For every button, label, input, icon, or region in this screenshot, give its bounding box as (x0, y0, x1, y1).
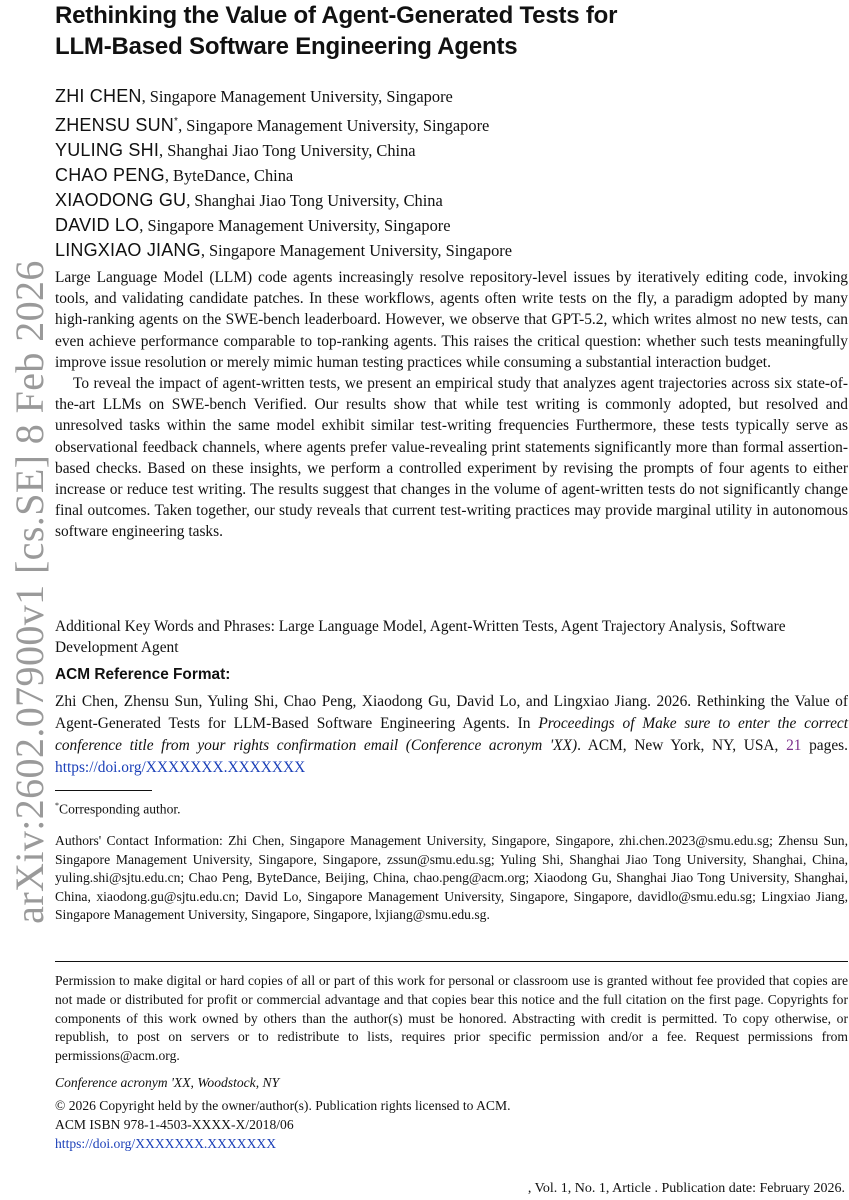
author-affiliation: , Singapore Management University, Singapore (139, 216, 451, 235)
isbn: ACM ISBN 978-1-4503-XXXX-X/2018/06 (55, 1117, 294, 1132)
author-affiliation: , ByteDance, China (164, 166, 294, 185)
author-affiliation: , Singapore Management University, Singapore (141, 87, 453, 106)
reference-doi-link[interactable]: https://doi.org/XXXXXXX.XXXXXXX (55, 759, 306, 776)
author-name: ZHI CHEN (55, 86, 142, 106)
author-line (55, 238, 848, 263)
author-affiliation: , Shanghai Jiao Tong University, China (186, 191, 443, 210)
author-line (55, 138, 848, 163)
title-line-1: Rethinking the Value of Agent-Generated Tests for (55, 2, 618, 29)
author-line (55, 163, 848, 188)
copyright-notice: © 2026 Copyright held by the owner/author(s). Publication rights licensed to ACM. (55, 1098, 511, 1113)
conference-name: Conference acronym 'XX, Woodstock, NY (55, 1075, 280, 1090)
page-footer: , Vol. 1, No. 1, Article . Publication date: February 2026. (527, 1181, 845, 1196)
author-name: ZHENSU SUN* (55, 115, 179, 135)
corresponding-author-footnote: *Corresponding author. (55, 801, 181, 817)
author-name: DAVID LO (55, 215, 140, 235)
author-name: LINGXIAO JIANG (55, 240, 201, 260)
author-line (55, 109, 848, 138)
authors-contact-information: Authors' Contact Information: Zhi Chen, Singapore Management University, Singapore, Singapore, zhi.chen.2023@smu.edu.sg; Zhensu Sun, Singapore Management University, Singapore, Singapore, zssun@smu.edu.sg; Yuling Shi, Shanghai Jiao Tong University, Shanghai, China, yuling.shi@sjtu.edu.cn; Chao Peng, ByteDance, Beijing, China, chao.peng@acm.org; Xiaodong Gu, Shanghai Jiao Tong University, Shanghai, China, xiaodong.gu@sjtu.edu.cn; David Lo, Singapore Management University, Singapore, Singapore, davidlo@smu.edu.sg; Lingxiao Jiang, Singapore Management University, Singapore, Singapore, lxjiang@smu.edu.sg. (55, 833, 848, 923)
author-line (55, 84, 848, 109)
publication-info (55, 1073, 848, 1153)
author-name: XIAODONG GU (55, 190, 187, 210)
author-list (55, 84, 848, 263)
footnote-divider (55, 790, 152, 791)
abstract-paragraph-2: To reveal the impact of agent-written tests, we present an empirical study that analyzes agent trajectories across six state-of-the-art LLMs on SWE-bench Verified. Our results show that while test writing is commonly adopted, but resolved and unresolved tasks within the same model exhibit similar test-writing frequencies Furthermore, these tests typically serve as observational feedback channels, where agents prefer value-revealing print statements significantly more than formal assertion-based checks. Based on these insights, we perform a controlled experiment by revising the prompts of four agents to either increase or reduce test writing. The results suggest that changes in the volume of agent-written tests do not significantly change final outcomes. Taken together, our study reveals that current test-writing practices may provide marginal utility in autonomous software engineering tasks. (55, 375, 848, 541)
abstract-paragraph-1: Large Language Model (LLM) code agents increasingly resolve repository-level issues by iteratively editing code, invoking tools, and validating candidate patches. In these workflows, agents often write tests on the fly, a paradigm adopted by many high-ranking agents on the SWE-bench leaderboard. However, we observe that GPT-5.2, which writes almost no new tests, can even achieve performance comparable to top-ranking agents. This raises the critical question: whether such tests meaningfully improve issue resolution or merely mimic human testing practices while consuming a substantial interaction budget. (55, 269, 848, 371)
author-line (55, 213, 848, 238)
corresponding-author-mark: * (174, 116, 179, 127)
reference-format-heading: ACM Reference Format: (55, 666, 231, 683)
author-affiliation: , Shanghai Jiao Tong University, China (159, 141, 416, 160)
author-name: YULING SHI (55, 140, 160, 160)
reference-format-text: Zhi Chen, Zhensu Sun, Yuling Shi, Chao Peng, Xiaodong Gu, David Lo, and Lingxiao Jiang. 2026. Rethinking the Value of Agent-Generated Tests for LLM-Based Software Engineering Agents. In Proceedings of Make sure to enter the correct conference title from your rights confirmation email (Conference acronym 'XX). ACM, New York, NY, USA, 21 pages. https://doi.org/XXXXXXX.XXXXXXX (55, 693, 849, 776)
abstract (55, 267, 848, 543)
author-affiliation: , Singapore Management University, Singapore (178, 116, 490, 135)
permission-notice: Permission to make digital or hard copies of all or part of this work for personal or classroom use is granted without fee provided that copies are not made or distributed for profit or commercial advantage and that copies bear this notice and the full citation on the first page. Copyrights for components of this work owned by others than the author(s) must be honored. Abstracting with credit is permitted. To copy otherwise, or republish, to post on servers or to redistribute to lists, requires prior specific permission and/or a fee. Request permissions from permissions@acm.org. (55, 973, 848, 1064)
author-name: CHAO PENG (55, 165, 165, 185)
title-line-2: LLM-Based Software Engineering Agents (55, 33, 518, 60)
keywords: Additional Key Words and Phrases: Large Language Model, Agent-Written Tests, Agent Trajectory Analysis, Software Development Agent (55, 618, 786, 657)
author-affiliation: , Singapore Management University, Singapore (200, 241, 513, 260)
doi-link[interactable]: https://doi.org/XXXXXXX.XXXXXXX (55, 1136, 277, 1151)
page-count-link[interactable]: 21 (786, 737, 802, 754)
arxiv-side-stamp: arXiv:2602.07900v1 [cs.SE] 8 Feb 2026 (7, 260, 52, 924)
permission-divider (55, 961, 848, 962)
paper-title (55, 0, 848, 62)
reference-venue: Proceedings of Make sure to enter the correct conference title from your rights confirmation email (Conference acronym 'XX) (55, 715, 849, 754)
author-line (55, 188, 848, 213)
